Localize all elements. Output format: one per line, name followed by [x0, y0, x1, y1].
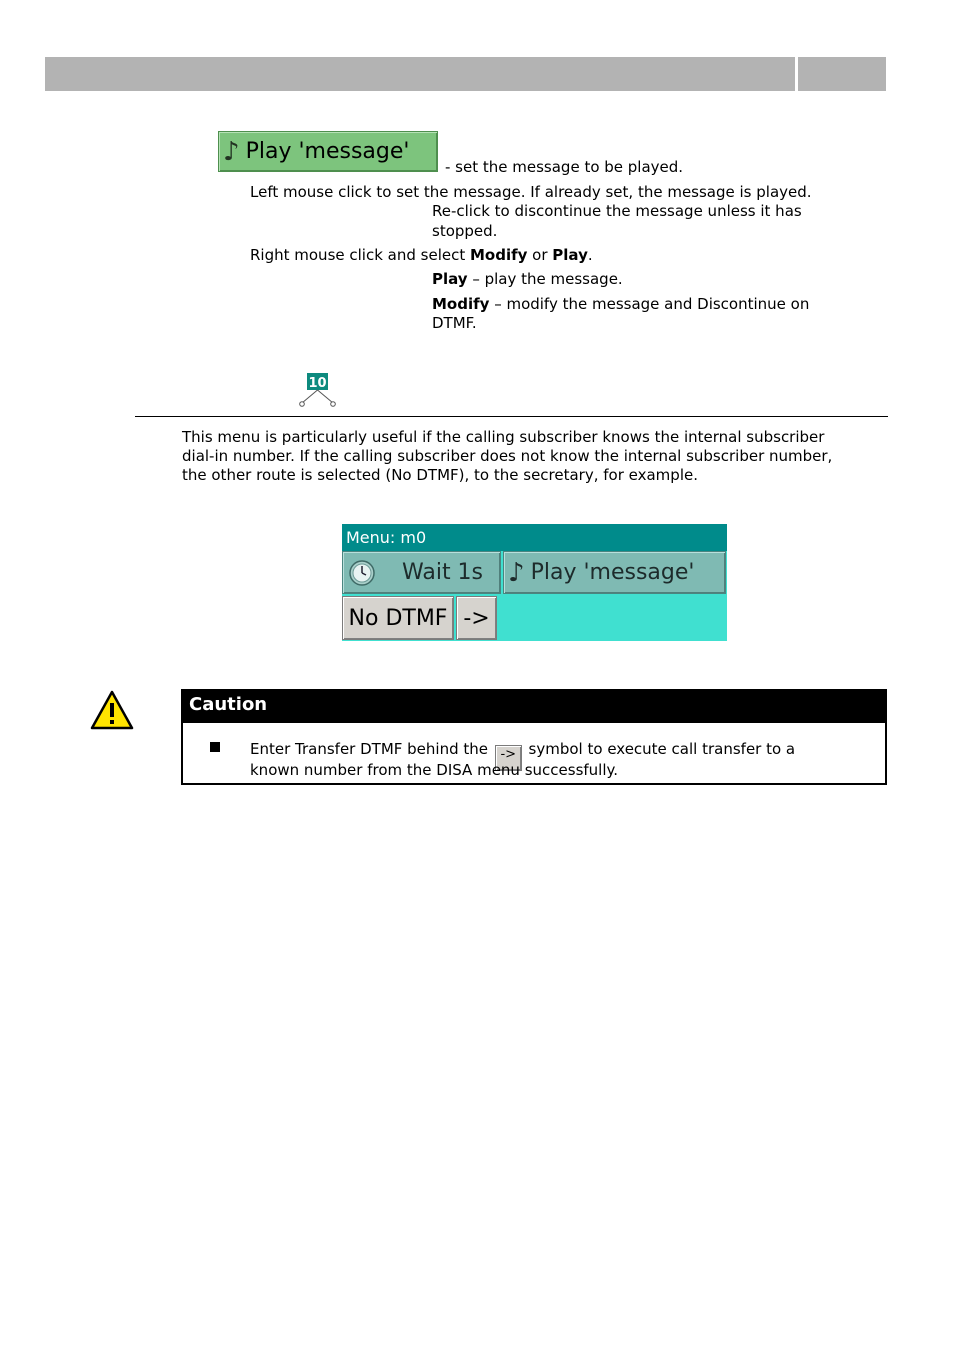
svg-text:10: 10 — [308, 376, 327, 391]
right-click-line — [250, 246, 593, 265]
left-click-line3: stopped. — [432, 222, 498, 240]
header-page-box — [798, 57, 886, 91]
menu-node-icon — [298, 372, 340, 408]
paragraph-line1: This menu is particularly useful if the calling subscriber knows the internal subscriber — [182, 428, 825, 446]
wait-label: Wait 1s — [402, 560, 484, 585]
play-description — [432, 270, 623, 289]
caution-text-pre: Enter Transfer DTMF behind the — [250, 740, 493, 758]
right-click-play: Play — [552, 246, 588, 264]
play-button-description: - set the message to be played. — [445, 158, 684, 176]
play-message-button[interactable] — [218, 131, 438, 172]
menu-title: Menu: m0 — [342, 524, 727, 551]
header-bar — [45, 57, 795, 91]
menu-play-label: Play 'message' — [530, 560, 695, 585]
right-click-or: or — [527, 246, 553, 264]
arrow-symbol-icon: -> — [495, 745, 522, 771]
modify-term: Modify — [432, 295, 490, 313]
music-note-icon: ♪ — [223, 136, 240, 167]
left-click-line1: Left mouse click to set the message. If already set, the message is played. — [250, 183, 812, 201]
no-dtmf-button[interactable]: No DTMF — [342, 596, 454, 640]
modify-description-line2: DTMF. — [432, 314, 477, 332]
transfer-arrow-button[interactable]: -> — [456, 596, 497, 640]
clock-icon — [348, 559, 376, 587]
music-note-icon: ♪ — [508, 557, 525, 588]
wait-button[interactable] — [342, 551, 501, 594]
right-click-modify: Modify — [469, 246, 528, 264]
menu-paragraph — [182, 428, 892, 485]
caution-line2: known number from the DISA menu successfully. — [250, 761, 619, 779]
modify-description — [432, 295, 809, 314]
left-click-line2: Re-click to discontinue the message unless it has — [432, 202, 802, 220]
play-message-label: Play 'message' — [245, 139, 410, 164]
play-term: Play — [432, 270, 468, 288]
paragraph-line3: the other route is selected (No DTMF), to the secretary, for example. — [182, 466, 698, 484]
section-divider — [135, 416, 888, 417]
caution-title: Caution — [181, 689, 887, 723]
play-text: – play the message. — [467, 270, 623, 288]
right-click-pre: Right mouse click and select — [250, 246, 470, 264]
bullet-icon — [210, 742, 220, 752]
menu-play-message-button[interactable] — [503, 551, 726, 594]
paragraph-line2: dial-in number. If the calling subscriber does not know the internal subscriber number, — [182, 447, 833, 465]
modify-text: – modify the message and Discontinue on — [489, 295, 810, 313]
caution-text-post: symbol to execute call transfer to a — [523, 740, 796, 758]
warning-icon — [90, 690, 134, 730]
right-click-end: . — [587, 246, 593, 264]
